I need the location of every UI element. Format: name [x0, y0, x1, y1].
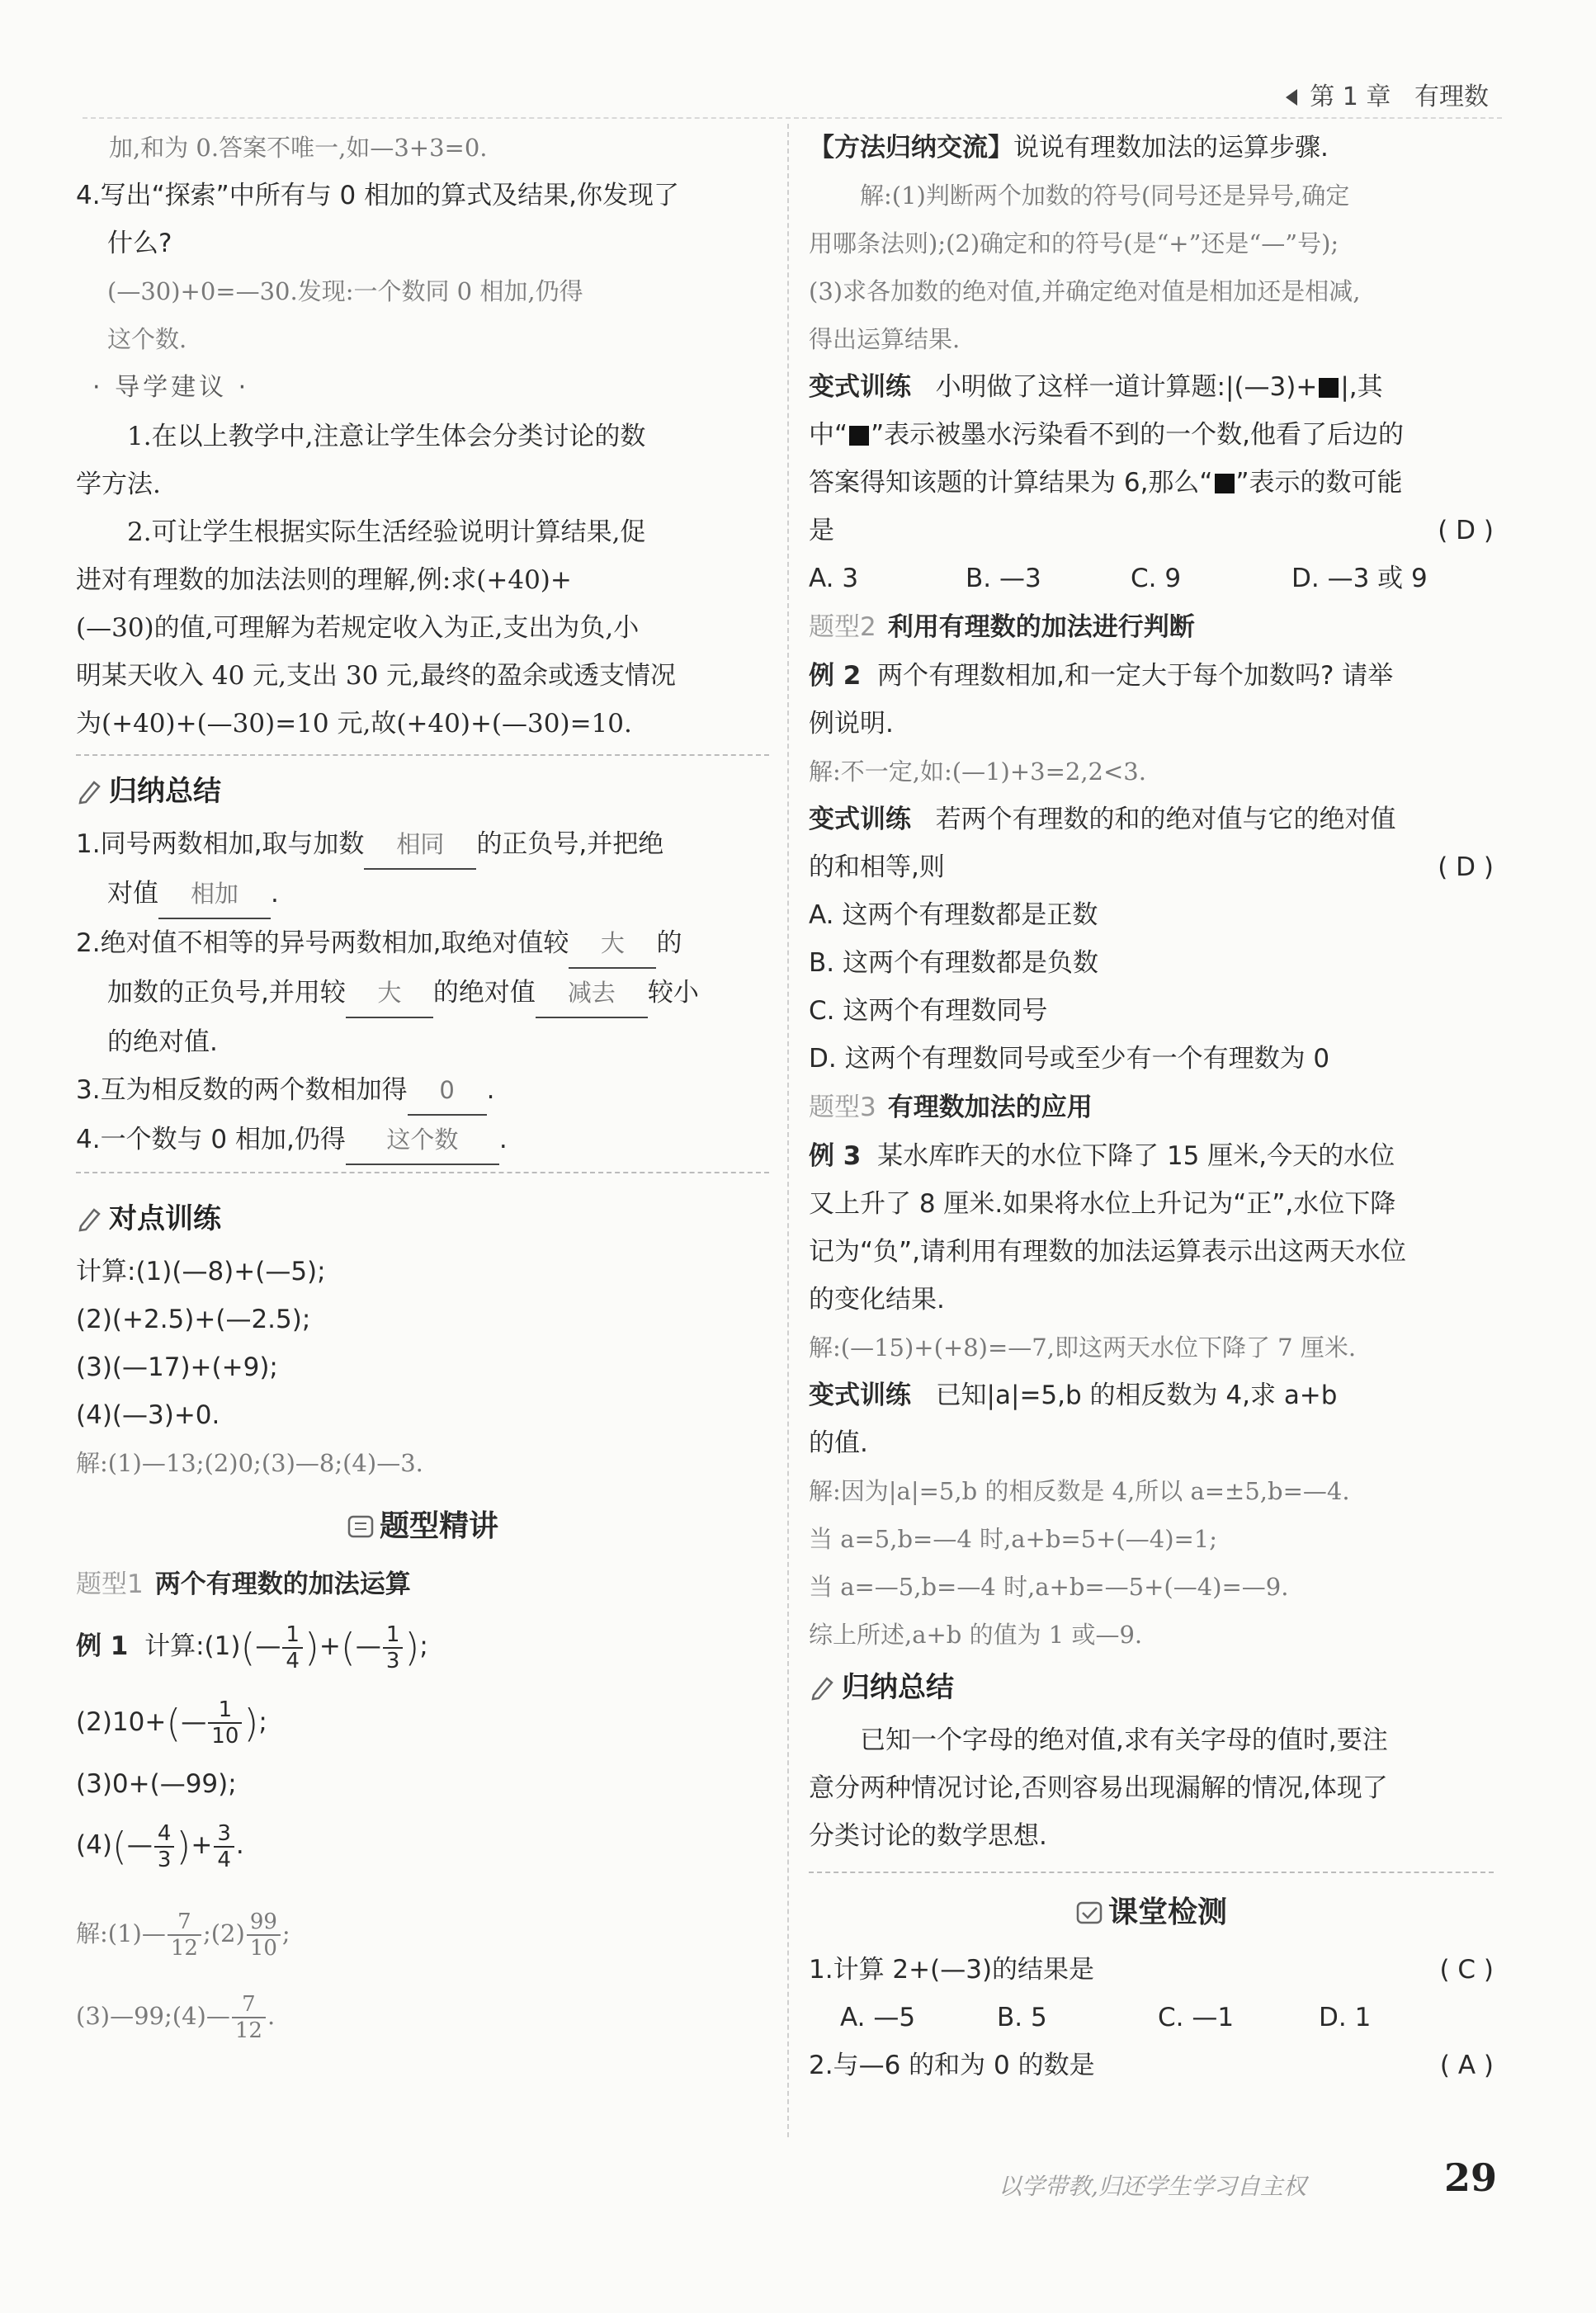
guide-heading: · 导学建议 · — [92, 373, 250, 402]
example-3-answer: 解:(—15)+(+8)=—7,即这两天水位下降了 7 厘米. — [809, 1334, 1357, 1362]
drill-question: (4)(—3)+0. — [76, 1400, 220, 1430]
example-1-part-3: (3)0+(—99); — [76, 1769, 237, 1799]
page-number: 29 — [1444, 2155, 1498, 2200]
guide-item-2-cont: 进对有理数的加法法则的理解,例:求(+40)+ — [76, 565, 572, 595]
answer-continuation: 加,和为 0.答案不唯一,如—3+3=0. — [109, 134, 488, 162]
summary-text: 已知一个字母的绝对值,求有关字母的值时,要注 — [860, 1725, 1388, 1755]
ink-blot-icon — [1319, 378, 1339, 398]
chapter-title: 有理数 — [1414, 83, 1489, 111]
summary-item-2: 2.绝对值不相等的异号两数相加,取绝对值较 大 的 — [76, 919, 769, 969]
summary-heading: 归纳总结 — [76, 762, 769, 820]
variant-2-cont: 的和相等,则 ( D ) — [809, 843, 1494, 891]
answer-paren: ( C ) — [1439, 1955, 1494, 1985]
chapter-label: 第 1 章 — [1310, 83, 1391, 111]
column-divider — [787, 124, 789, 2137]
variant-3-answer: 解:因为|a|=5,b 的相反数是 4,所以 a=±5,b=—4. — [809, 1477, 1350, 1505]
footer-slogan: 以学带教,归还学生学习自主权 — [999, 2173, 1306, 2200]
type-3-tag: 题型3 — [809, 1093, 876, 1122]
question-4-answer: (—30)+0=—30.发现:一个数同 0 相加,仍得 — [107, 277, 583, 305]
book-icon — [347, 1513, 375, 1541]
fraction: $\frac{7}{12}$ — [232, 1992, 266, 2043]
variant-1-cont: 答案得知该题的计算结果为 6,那么“ ”表示的数可能 — [809, 468, 1403, 498]
example-2-cont: 例说明. — [809, 709, 894, 739]
option: B. —3 — [966, 564, 1041, 593]
example-3-cont: 记为“负”,请利用有理数的加法运算表示出这两天水位 — [809, 1237, 1406, 1267]
check-question-1-options — [809, 1994, 1494, 2042]
method-answer-cont: (3)求各加数的绝对值,并确定绝对值是相加还是相减, — [809, 277, 1361, 305]
drill-question: 计算:(1)(—8)+(—5); — [76, 1257, 326, 1286]
option: B. 这两个有理数都是负数 — [809, 948, 1098, 978]
variant-1-cont: 中“ ”表示被墨水污染看不到的一个数,他看了后边的 — [809, 420, 1404, 450]
example-3: 例 3 某水库昨天的水位下降了 15 厘米,今天的水位 — [809, 1141, 1395, 1171]
variant-1-cont: 是 ( D ) — [809, 507, 1494, 555]
pencil-icon — [76, 1205, 104, 1233]
check-question-1: 1.计算 2+(—3)的结果是 ( C ) — [809, 1946, 1494, 1994]
method-answer-cont: 得出运算结果. — [809, 325, 961, 353]
answer-paren: ( D ) — [1438, 516, 1494, 545]
variant-3-cont: 的值. — [809, 1428, 868, 1458]
option: A. 这两个有理数都是正数 — [809, 900, 1098, 930]
fraction: $\frac{1}{3}$ — [383, 1622, 404, 1673]
fraction: $\frac{4}{3}$ — [154, 1821, 175, 1872]
ink-blot-icon — [1215, 474, 1235, 493]
option: C. 这两个有理数同号 — [809, 996, 1048, 1026]
type-1-tag: 题型1 — [76, 1570, 144, 1599]
pencil-icon — [76, 777, 104, 805]
guide-item-2-cont: 为(+40)+(—30)=10 元,故(+40)+(—30)=10. — [76, 709, 632, 739]
summary-item-1: 1.同号两数相加,取与加数 相同 的正负号,并把绝 — [76, 820, 769, 870]
summary-item-3: 3.互为相反数的两个数相加得 0 . — [76, 1066, 769, 1116]
fraction: $\frac{3}{4}$ — [214, 1821, 234, 1872]
lecture-heading: 题型精讲 — [76, 1494, 769, 1560]
summary-item-2-cont: 的绝对值. — [107, 1027, 218, 1057]
left-column — [76, 124, 769, 2057]
example-1-part-4: (4)(— $\frac{4}{3}$ )+ $\frac{3}{4}$ . — [76, 1820, 244, 1872]
method-question: 【方法归纳交流】说说有理数加法的运算步骤. — [809, 133, 1329, 163]
option: D. 1 — [1319, 2003, 1372, 2032]
drill-question: (2)(+2.5)+(—2.5); — [76, 1305, 311, 1334]
guide-item-2-cont: 明某天收入 40 元,支出 30 元,最终的盈余或透支情况 — [76, 661, 677, 691]
option: D. 这两个有理数同号或至少有一个有理数为 0 — [809, 1044, 1330, 1074]
variant-2: 变式训练 若两个有理数的和的绝对值与它的绝对值 — [809, 805, 1396, 834]
drill-question: (3)(—17)+(+9); — [76, 1352, 278, 1382]
guide-item-1-cont: 学方法. — [76, 470, 161, 499]
option: A. —5 — [840, 2003, 916, 2032]
guide-item-1: 1.在以上教学中,注意让学生体会分类讨论的数 — [127, 422, 646, 451]
summary-text-cont: 意分两种情况讨论,否则容易出现漏解的情况,体现了 — [809, 1773, 1388, 1803]
type-3-heading — [809, 1083, 1494, 1132]
fraction: $\frac{99}{10}$ — [247, 1909, 281, 1961]
summary-item-2-cont: 加数的正负号,并用较 大 的绝对值 减去 较小 — [76, 969, 769, 1018]
option: C. 9 — [1131, 564, 1182, 593]
type-2-title: 利用有理数的加法进行判断 — [887, 612, 1195, 642]
example-2: 例 2 两个有理数相加,和一定大于每个加数吗? 请举 — [809, 661, 1394, 691]
summary-item-4: 4.一个数与 0 相加,仍得 这个数 . — [76, 1116, 769, 1165]
variant-3-answer-cont: 综上所述,a+b 的值为 1 或—9. — [809, 1621, 1143, 1649]
guide-item-2: 2.可让学生根据实际生活经验说明计算结果,促 — [127, 517, 646, 547]
question-4-answer-cont: 这个数. — [107, 325, 187, 353]
method-answer: 解:(1)判断两个加数的符号(同号还是异号,确定 — [860, 182, 1350, 210]
answer-paren: ( D ) — [1438, 852, 1494, 882]
guide-item-2-cont: (—30)的值,可理解为若规定收入为正,支出为负,小 — [76, 613, 640, 643]
example-1: 例 1 计算:(1)(— $\frac{1}{4}$ )+(— $\frac{1}{3}$ ); — [76, 1621, 428, 1673]
section-divider — [809, 1872, 1494, 1873]
type-1-title: 两个有理数的加法运算 — [154, 1570, 411, 1599]
example-2-answer: 解:不一定,如:(—1)+3=2,2<3. — [809, 758, 1146, 786]
ink-blot-icon — [849, 426, 869, 446]
section-divider — [76, 754, 769, 756]
check-question-2: 2.与—6 的和为 0 的数是 ( A ) — [809, 2042, 1494, 2089]
checklist-icon — [1075, 1899, 1103, 1927]
fraction: $\frac{1}{10}$ — [208, 1697, 242, 1749]
pencil-icon — [809, 1673, 837, 1702]
drill-heading: 对点训练 — [76, 1190, 769, 1248]
question-4: 4.写出“探索”中所有与 0 相加的算式及结果,你发现了 — [76, 181, 679, 210]
summary-heading: 归纳总结 — [809, 1659, 1494, 1716]
method-answer-cont: 用哪条法则);(2)确定和的符号(是“+”还是“—”号); — [809, 229, 1339, 257]
example-1-answer-cont: (3)—99;(4)— $\frac{7}{12}$ . — [76, 1991, 276, 2043]
fraction: $\frac{1}{4}$ — [282, 1622, 303, 1673]
running-header — [1286, 76, 1489, 112]
example-1-part-2: (2)10+(— $\frac{1}{10}$ ); — [76, 1697, 267, 1749]
type-3-title: 有理数加法的应用 — [887, 1093, 1093, 1122]
variant-3-answer-cont: 当 a=5,b=—4 时,a+b=5+(—4)=1; — [809, 1525, 1218, 1553]
example-3-cont: 又上升了 8 厘米.如果将水位上升记为“正”,水位下降 — [809, 1189, 1396, 1219]
section-divider — [76, 1172, 769, 1173]
type-2-heading — [809, 602, 1494, 652]
example-1-answer: 解:(1)— $\frac{7}{12}$ ;(2) $\frac{99}{10}$ ; — [76, 1909, 290, 1961]
variant-3-answer-cont: 当 a=—5,b=—4 时,a+b=—5+(—4)=—9. — [809, 1573, 1289, 1601]
header-rule — [83, 117, 1502, 119]
option: A. 3 — [809, 564, 859, 593]
method-heading: 【方法归纳交流】 — [809, 133, 1013, 163]
fraction: $\frac{7}{12}$ — [168, 1909, 201, 1961]
option: B. 5 — [997, 2003, 1047, 2032]
answer-paren: ( A ) — [1439, 2051, 1494, 2080]
summary-item-1-cont: 对值 相加 . — [76, 870, 769, 919]
option: C. —1 — [1158, 2003, 1235, 2032]
check-heading: 课堂检测 — [809, 1880, 1494, 1946]
variant-3: 变式训练 已知|a|=5,b 的相反数为 4,求 a+b — [809, 1381, 1338, 1410]
question-4-cont: 什么? — [107, 229, 172, 258]
example-3-cont: 的变化结果. — [809, 1285, 945, 1315]
option: D. —3 或 9 — [1291, 564, 1428, 593]
drill-answer: 解:(1)—13;(2)0;(3)—8;(4)—3. — [76, 1449, 423, 1477]
variant-1-options — [809, 555, 1494, 602]
type-1-heading — [76, 1560, 769, 1609]
right-column — [809, 124, 1494, 2089]
variant-1: 变式训练 小明做了这样一道计算题:|(—3)+ |,其 — [809, 372, 1383, 402]
triangle-left-icon — [1286, 89, 1297, 106]
summary-text-cont: 分类讨论的数学思想. — [809, 1821, 1047, 1851]
type-2-tag: 题型2 — [809, 612, 876, 642]
